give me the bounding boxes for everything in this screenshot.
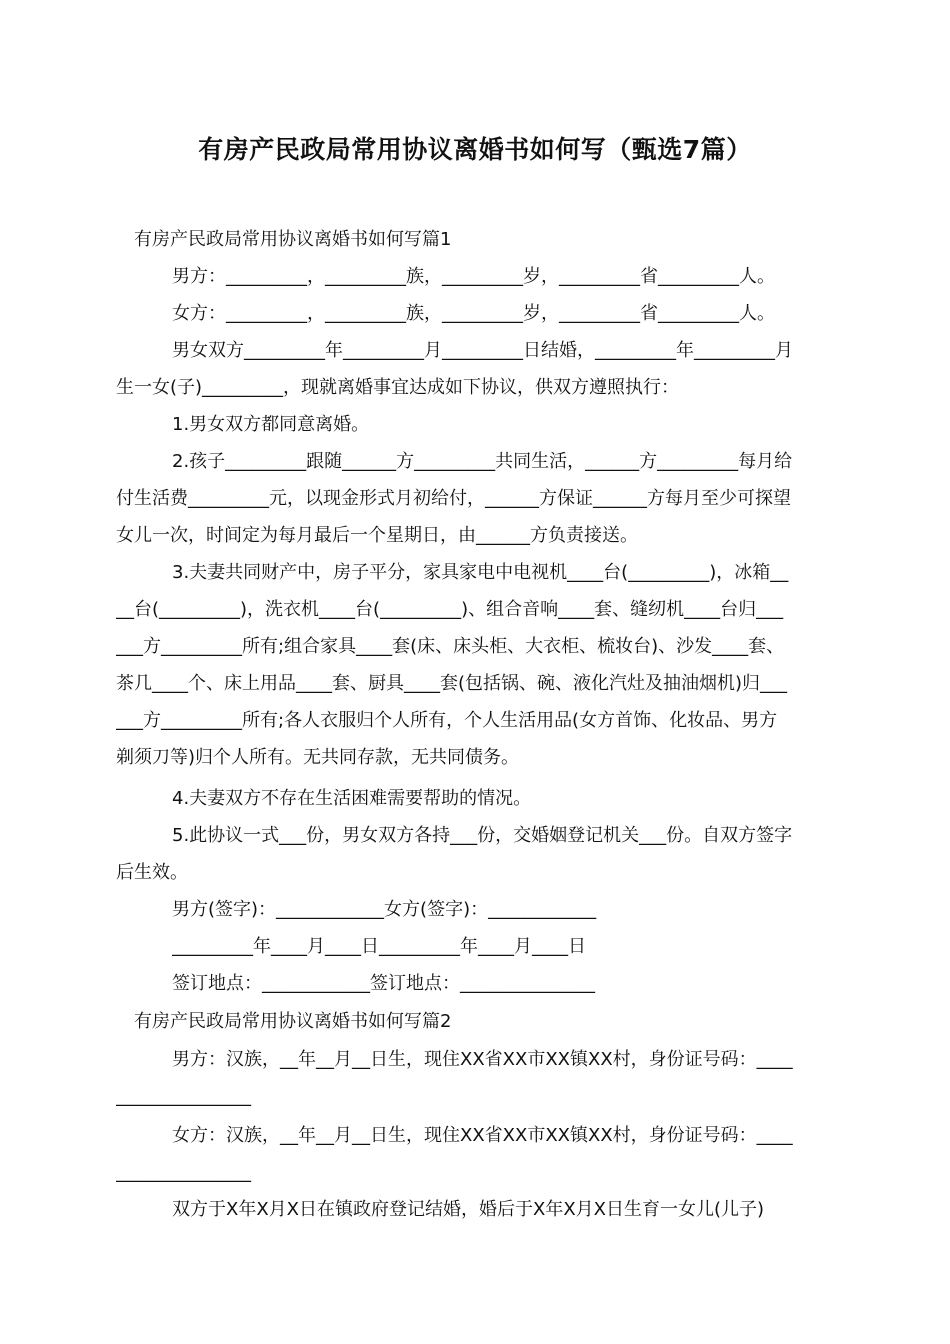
paragraph-line: 男方：_________，_________族，_________岁，_________省_________人。 [172,266,775,287]
paragraph-line: 女儿一次，时间定为每月最后一个星期日，由______方负责接送。 [116,525,638,546]
signature-line: 男方(签字)：____________女方(签字)：____________ [172,899,597,920]
section-heading: 有房产民政局常用协议离婚书如何写篇2 [134,1011,452,1032]
paragraph-line: 3.夫妻共同财产中，房子平分，家具家电中电视机____台(_________)，冰箱__ [172,562,789,583]
paragraph-line: 后生效。 [116,862,188,883]
document-title: 有房产民政局常用协议离婚书如何写（甄选7篇） [198,135,752,164]
paragraph-line: 5.此协议一式___份，男女双方各持___份，交婚姻登记机关___份。自双方签字 [172,825,793,846]
paragraph-line: _______________ [116,1086,251,1107]
paragraph-line: 男方：汉族，__年__月__日生，现住XX省XX市XX镇XX村，身份证号码：____ [172,1049,793,1070]
paragraph-line: __台(_________)，洗衣机____台(_________)、组合音响____套、缝纫机____台归___ [116,599,784,620]
section-heading: 有房产民政局常用协议离婚书如何写篇1 [134,229,452,250]
paragraph-line: 剃须刀等)归个人所有。无共同存款，无共同债务。 [116,747,520,768]
paragraph-line: 双方于X年X月X日在镇政府登记结婚，婚后于X年X月X日生育一女儿(儿子) [172,1199,765,1220]
paragraph-line: 付生活费_________元，以现金形式月初给付，______方保证______方每月至少可探望 [116,488,791,509]
paragraph-line: 茶几____个、床上用品____套、厨具____套(包括锅、碗、液化汽灶及抽油烟机)归___ [116,673,788,694]
paragraph-line: ___方_________所有;组合家具____套(床、床头柜、大衣柜、梳妆台)、沙发____套、 [116,636,785,657]
paragraph-line: 女方：汉族，__年__月__日生，现住XX省XX市XX镇XX村，身份证号码：____ [172,1125,793,1146]
paragraph-line: 女方：_________，_________族，_________岁，_________省_________人。 [172,303,775,324]
paragraph-line: ___方_________所有;各人衣服归个人所有，个人生活用品(女方首饰、化妆品、男方 [116,710,778,731]
location-line: 签订地点：____________签订地点：_______________ [172,973,595,994]
paragraph-line: 生一女(子)_________，现就离婚事宜达成如下协议，供双方遵照执行： [116,377,680,398]
paragraph-line: 1.男女双方都同意离婚。 [172,414,370,435]
paragraph-line: 4.夫妻双方不存在生活困难需要帮助的情况。 [172,788,532,809]
paragraph-line: _______________ [116,1162,251,1183]
paragraph-line: 男女双方_________年_________月_________日结婚，_________年_________月 [172,340,793,361]
paragraph-line: 2.孩子_________跟随______方_________共同生活，______方_________每月给 [172,451,793,472]
date-line: _________年____月____日_________年____月____日 [172,936,586,957]
